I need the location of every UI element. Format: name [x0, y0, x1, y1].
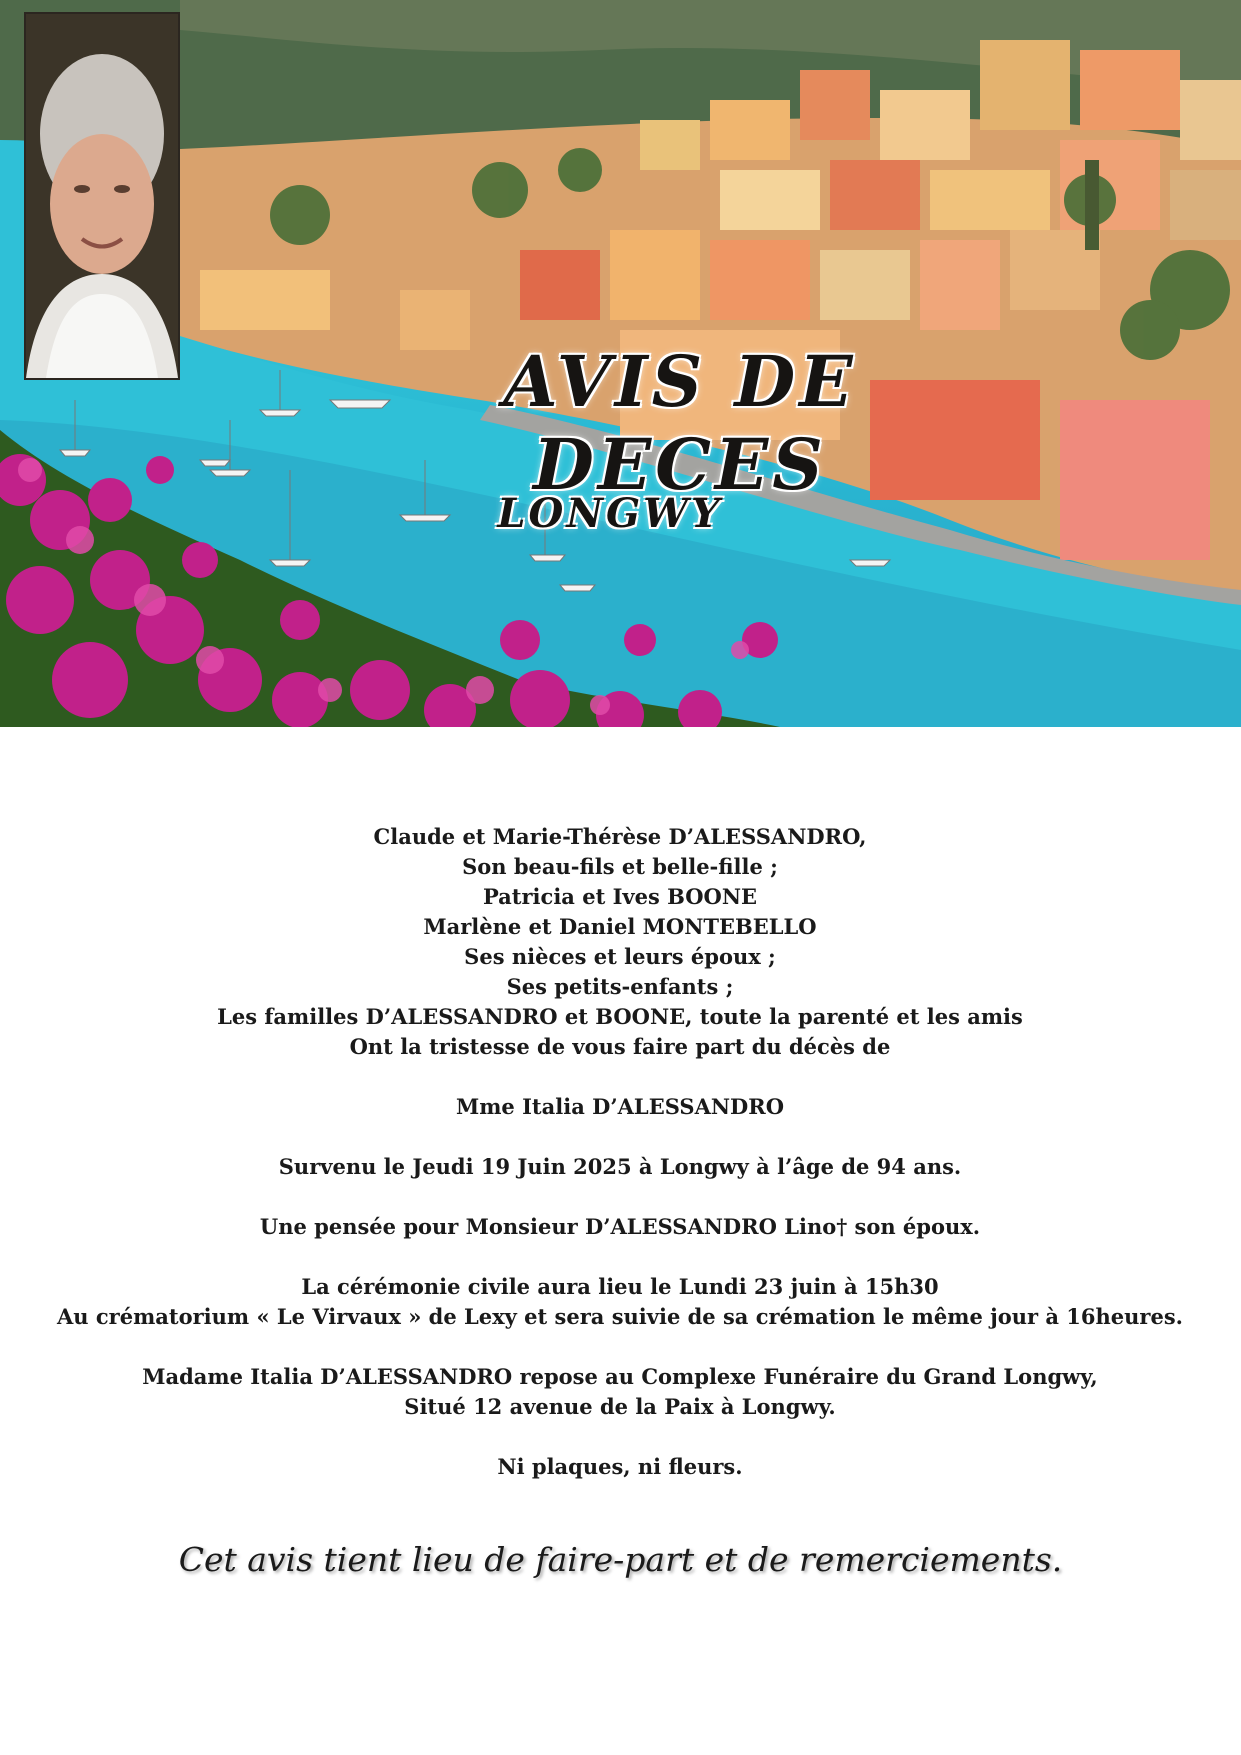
family-line: Ses petits-enfants ;: [506, 974, 734, 999]
closing-statement: Cet avis tient lieu de faire-part et de remerciements.: [178, 1540, 1063, 1579]
family-line: Ont la tristesse de vous faire part du décès de: [349, 1034, 891, 1059]
deceased-name: Mme Italia D’ALESSANDRO: [455, 1094, 785, 1119]
banner-image: [0, 0, 1241, 727]
flowers-note: Ni plaques, ni fleurs.: [497, 1454, 743, 1479]
ceremony-line: Au crématorium « Le Virvaux » de Lexy et sera suivie de sa crémation le même jour à 16heures.: [57, 1304, 1183, 1329]
thought-line: Une pensée pour Monsieur D’ALESSANDRO Lino† son époux.: [259, 1214, 981, 1239]
ceremony-line: La cérémonie civile aura lieu le Lundi 23 juin à 15h30: [301, 1274, 939, 1299]
portrait-photo: [24, 12, 180, 380]
death-info: Survenu le Jeudi 19 Juin 2025 à Longwy à l’âge de 94 ans.: [278, 1154, 962, 1179]
family-line: Ses nièces et leurs époux ;: [464, 944, 776, 969]
family-line: Les familles D’ALESSANDRO et BOONE, toute la parenté et les amis: [217, 1004, 1023, 1029]
family-line: Claude et Marie-Thérèse D’ALESSANDRO,: [373, 824, 867, 849]
rest-location-line: Madame Italia D’ALESSANDRO repose au Complexe Funéraire du Grand Longwy,: [142, 1364, 1098, 1389]
family-line: Marlène et Daniel MONTEBELLO: [423, 914, 817, 939]
rest-location-line: Situé 12 avenue de la Paix à Longwy.: [404, 1394, 836, 1419]
location-subtitle: LONGWY: [497, 490, 723, 537]
notice-title: AVIS DE DECES: [503, 340, 857, 506]
family-line: Son beau-fils et belle-fille ;: [462, 854, 778, 879]
family-line: Patricia et Ives BOONE: [482, 884, 758, 909]
death-notice-text: [40, 822, 1200, 1482]
